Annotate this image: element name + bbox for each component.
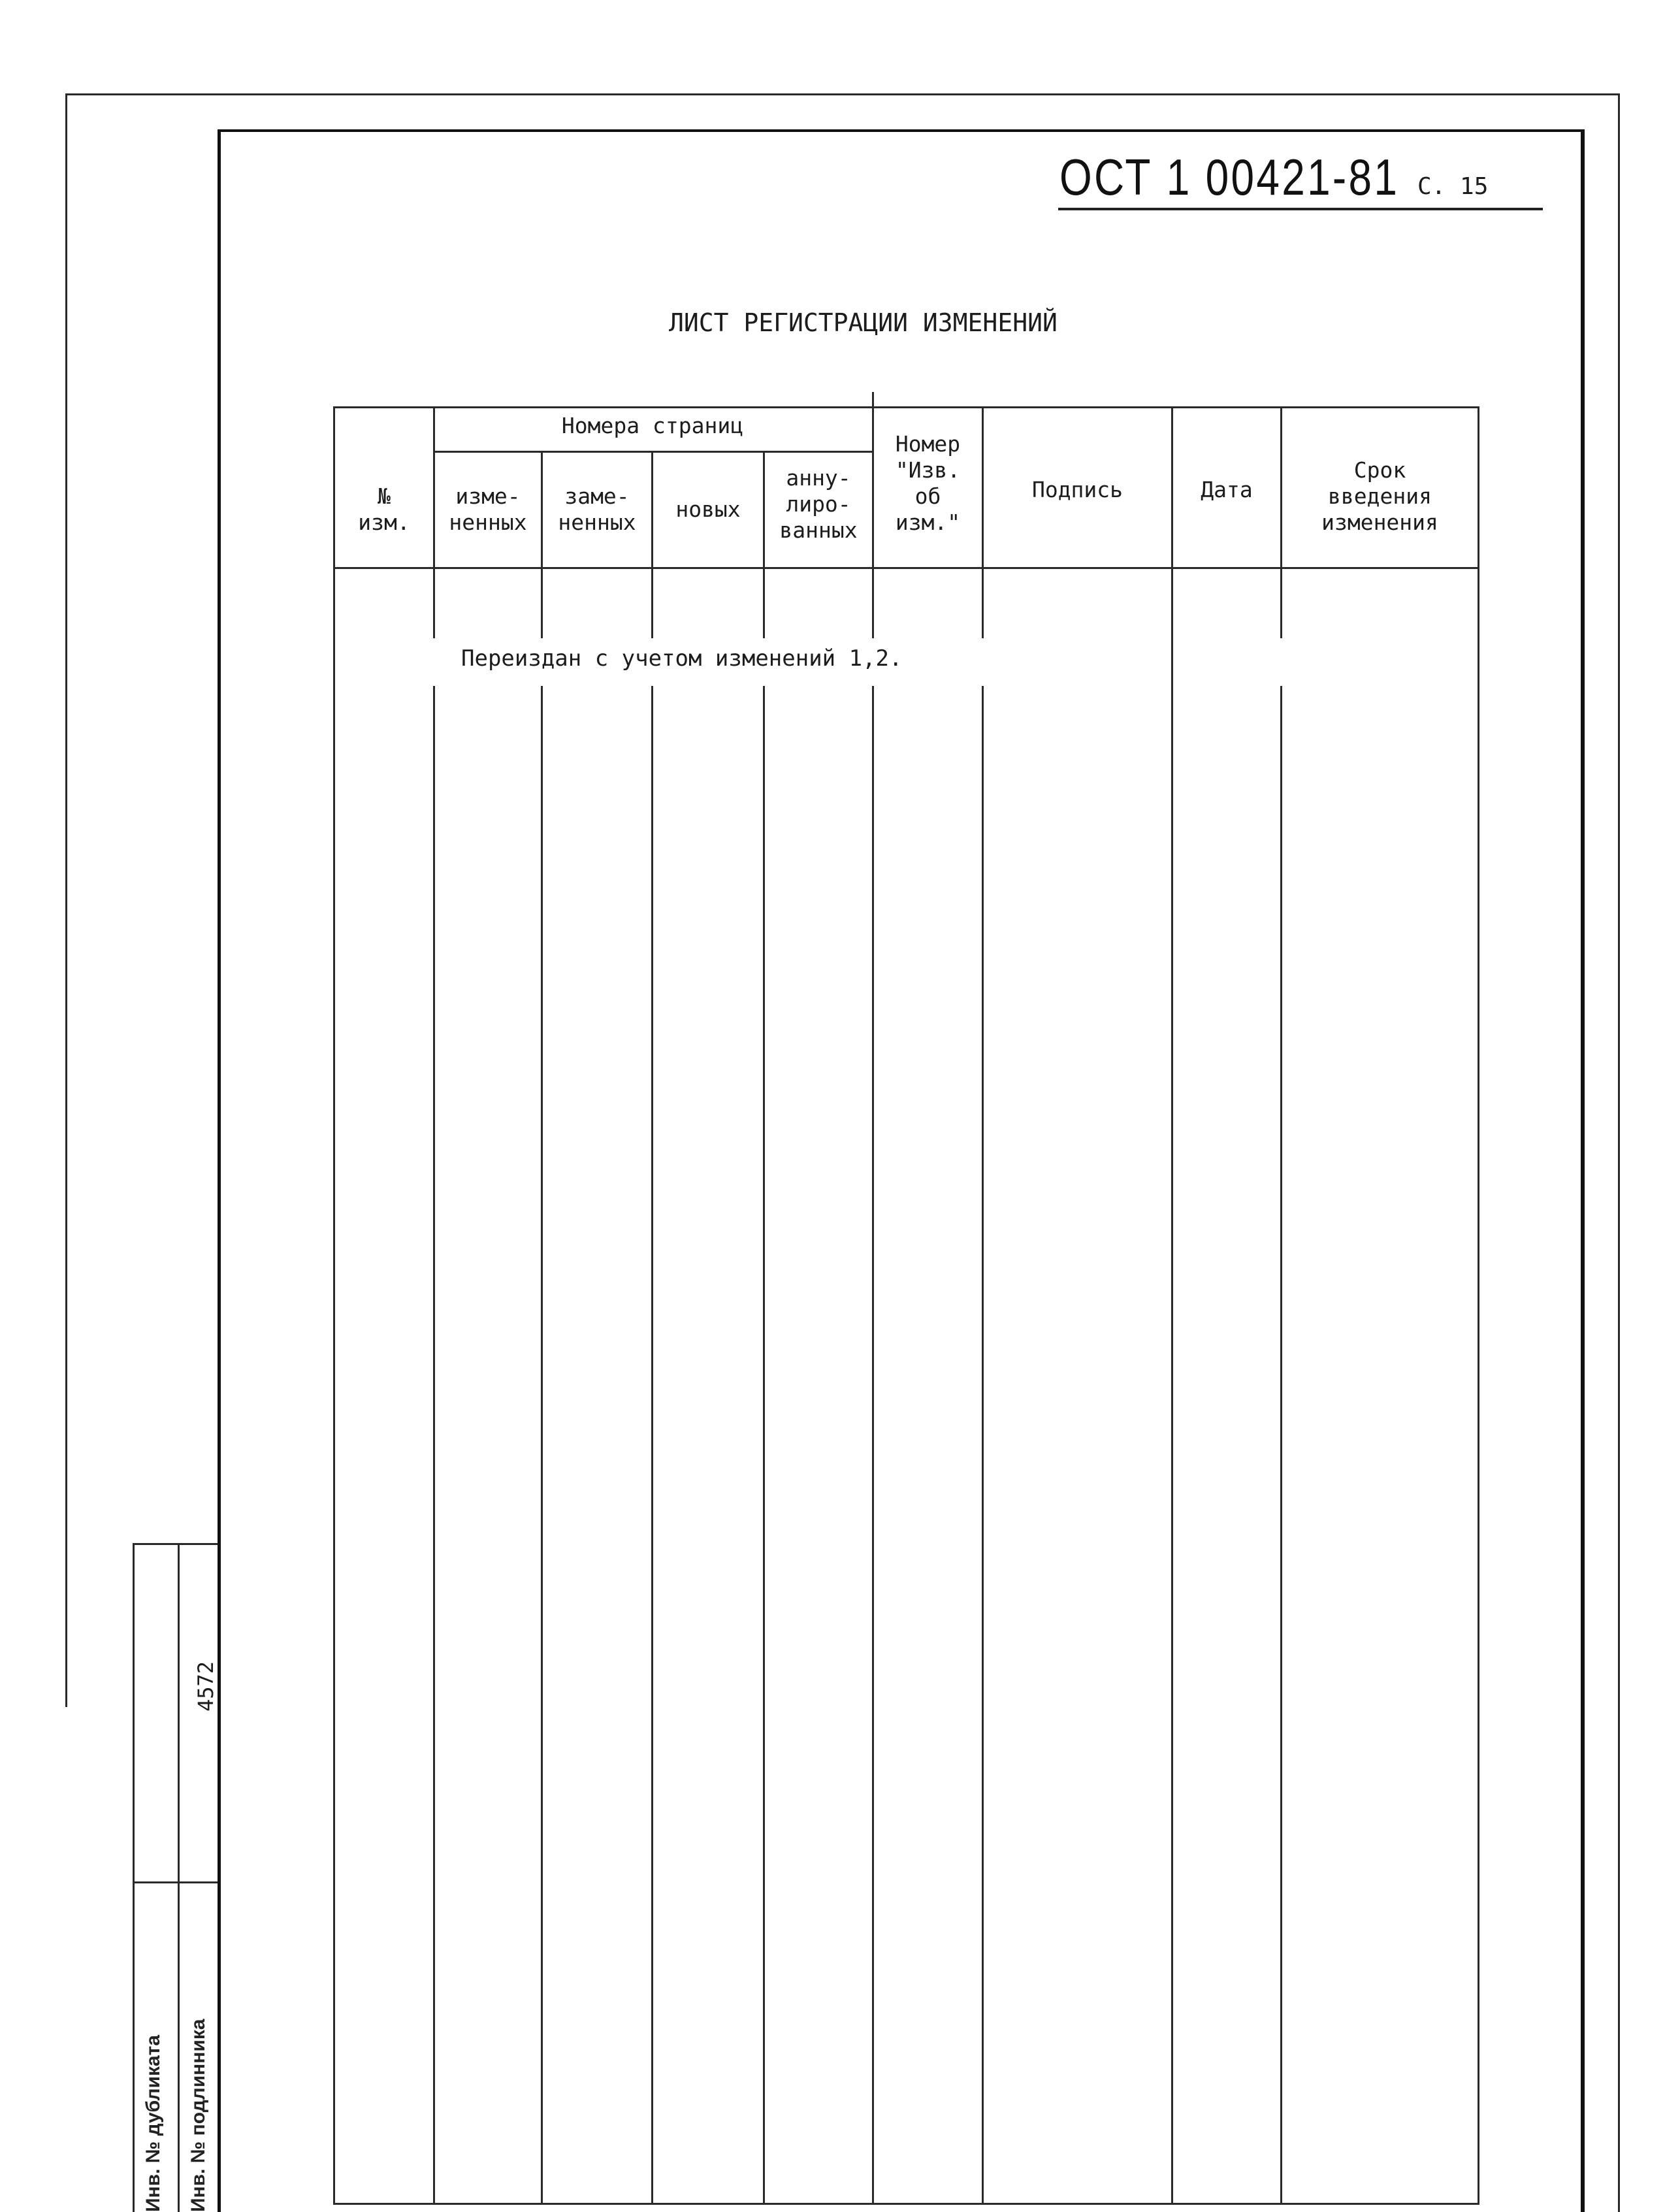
inner-frame-right <box>1581 129 1585 2212</box>
page-number: С. 15 <box>1417 173 1489 200</box>
inner-frame-top <box>218 129 1583 132</box>
stamp-duplicate-label: Инв. № дубликата <box>142 2034 164 2212</box>
header-annulled: анну- лиро- ванных <box>779 465 858 543</box>
inner-frame-left <box>218 129 221 2212</box>
header-group-page-numbers: Номера страниц <box>561 413 744 438</box>
stamp-left-border <box>133 1543 135 2212</box>
outer-frame-left <box>65 93 67 1707</box>
header-date: Дата <box>1201 477 1253 502</box>
header-new: новых <box>675 496 741 522</box>
col-divider-7 <box>1171 406 1173 2205</box>
col-divider-4b <box>763 686 765 2205</box>
col-divider-1b <box>433 686 435 2205</box>
document-designation: ОСТ 1 00421-81 <box>1059 148 1400 206</box>
col-divider-6 <box>982 406 984 638</box>
stamp-original-value: 4572 <box>193 1661 218 1712</box>
table-top-border <box>333 406 1478 408</box>
col-divider-3 <box>651 451 653 638</box>
table-right-border <box>1478 406 1479 2205</box>
col-divider-3b <box>651 686 653 2205</box>
stamp-original-label: Инв. № подлинника <box>187 2019 209 2212</box>
col-divider-5b <box>872 686 874 2205</box>
header-term: Срок введения изменения <box>1321 457 1438 535</box>
stamp-top-border <box>133 1543 218 1545</box>
stamp-inner-divider <box>178 1543 180 2212</box>
col-divider-2b <box>541 686 543 2205</box>
table-left-border <box>333 406 335 2205</box>
table-bottom-border <box>333 2203 1478 2205</box>
outer-frame-right <box>1618 93 1620 2212</box>
header-underline <box>1058 208 1543 210</box>
header-bottom-border <box>333 567 1478 569</box>
header-notice-number: Номер "Изв. об изм." <box>895 431 961 535</box>
stamp-middle-border <box>133 1881 218 1883</box>
col-divider-8b <box>1280 686 1282 2205</box>
col-divider-2 <box>541 451 543 638</box>
col-divider-6b <box>982 686 984 2205</box>
header-no-izm: № изм. <box>358 483 410 535</box>
reissue-note: Переиздан с учетом изменений 1,2. <box>461 645 903 672</box>
outer-frame-top <box>65 93 1620 95</box>
header-signature: Подпись <box>1031 477 1123 502</box>
group-header-divider <box>433 451 874 453</box>
header-replaced: заме- ненных <box>558 483 636 535</box>
sheet-title: ЛИСТ РЕГИСТРАЦИИ ИЗМЕНЕНИЙ <box>669 308 1058 337</box>
header-changed: изме- ненных <box>449 483 527 535</box>
